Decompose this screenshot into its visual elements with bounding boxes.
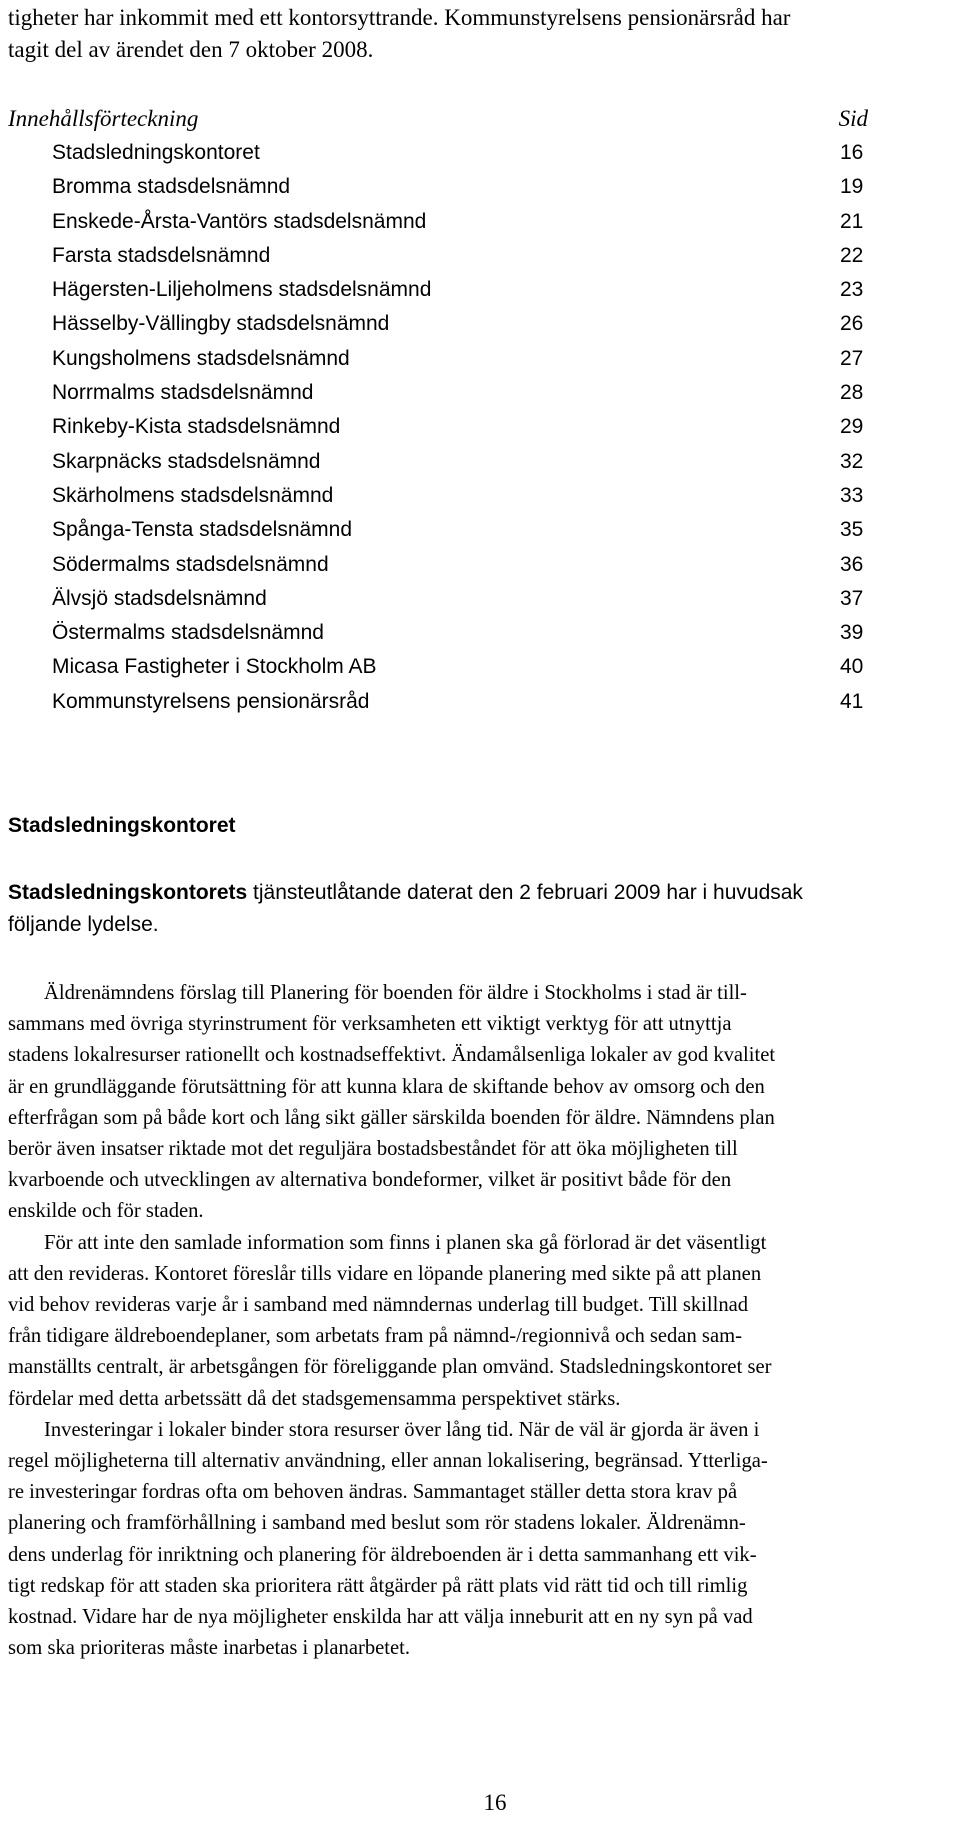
intro-line: tagit del av ärendet den 7 oktober 2008. — [8, 37, 374, 62]
body-line: re investeringar fordras ofta om behoven ändras. Sammantaget ställer detta stora krav på — [8, 1481, 738, 1504]
toc-entry — [8, 410, 868, 444]
toc-entry-label: Skarpnäcks stadsdelsnämnd — [52, 449, 321, 473]
body-line: fördelar med detta arbetssätt då det stadsgemensamma perspektivet stärks. — [8, 1387, 621, 1410]
toc-header — [8, 102, 868, 136]
toc-entry-page: 32 — [840, 449, 864, 473]
toc-entry-page: 27 — [840, 346, 864, 370]
toc-entry — [8, 239, 868, 273]
body-line: vid behov revideras varje år i samband med nämndernas underlag till budget. Till skillnad — [8, 1294, 749, 1317]
toc-entry — [8, 307, 868, 341]
toc-entry-page: 41 — [840, 689, 864, 713]
toc-title: Innehållsförteckning — [8, 106, 199, 131]
toc-entry-page: 39 — [840, 621, 864, 645]
toc-entry — [8, 170, 868, 204]
body-line: som ska prioriteras måste inarbetas i planarbetet. — [8, 1637, 411, 1660]
toc-entry — [8, 685, 868, 719]
section-heading: Stadsledningskontoret — [8, 814, 236, 837]
body-line: För att inte den samlade information som finns i planen ska gå förlorad är det väsentligt — [44, 1231, 767, 1254]
body-text — [8, 978, 953, 1664]
toc-entry-label: Norrmalms stadsdelsnämnd — [52, 381, 314, 405]
toc-entry-page: 23 — [840, 278, 864, 302]
toc-entry-page: 28 — [840, 381, 864, 405]
toc-entry-label: Hässelby-Vällingby stadsdelsnämnd — [52, 312, 390, 336]
body-line: Investeringar i lokaler binder stora resurser över lång tid. När de väl är gjorda är även i — [44, 1418, 760, 1441]
toc-entry — [8, 445, 868, 479]
body-line: stadens lokalresurser rationellt och kostnadseffektivt. Ändamålsenliga lokaler av god kvalitet — [8, 1044, 776, 1067]
lead-text-continued: följande lydelse. — [8, 913, 159, 936]
toc-entry — [8, 136, 868, 170]
body-line: är en grundläggande förutsättning för att kunna klara de skiftande behov av omsorg och den — [8, 1075, 765, 1098]
toc-entry-label: Hägersten-Liljeholmens stadsdelsnämnd — [52, 278, 432, 302]
toc-entry-label: Kommunstyrelsens pensionärsråd — [52, 689, 370, 713]
toc-entry — [8, 513, 868, 547]
toc-entry-label: Stadsledningskontoret — [52, 141, 260, 164]
toc-entry-label: Bromma stadsdelsnämnd — [52, 175, 291, 199]
toc-entry-label: Rinkeby-Kista stadsdelsnämnd — [52, 415, 341, 439]
body-line: från tidigare äldreboendeplaner, som arbetats fram på nämnd-/regionnivå och sedan sam- — [8, 1325, 742, 1348]
table-of-contents — [8, 102, 868, 719]
toc-entry-page: 19 — [840, 175, 864, 199]
body-line: att den revideras. Kontoret föreslår tills vidare en löpande planering med sikte på att planen — [8, 1262, 762, 1285]
toc-entry-label: Micasa Fastigheter i Stockholm AB — [52, 655, 377, 679]
body-line: regel möjligheterna till alternativ användning, eller annan lokalisering, begränsad. Ytterliga- — [8, 1450, 768, 1473]
toc-entry — [8, 205, 868, 239]
toc-entry-page: 26 — [840, 312, 864, 336]
toc-list — [8, 136, 868, 719]
body-line: tigt redskap för att staden ska prioritera rätt åtgärder på rätt plats vid rätt tid och till rimlig — [8, 1574, 748, 1597]
toc-entry — [8, 273, 868, 307]
body-line: dens underlag för inriktning och planering för äldreboenden är i detta sammanhang ett vik- — [8, 1543, 757, 1566]
body-line: kostnad. Vidare har de nya möjligheter enskilda har att välja inneburit att en ny syn på vad — [8, 1606, 753, 1629]
lead-paragraph — [8, 876, 948, 941]
body-line: kvarboende och utvecklingen av alternativa bondeformer, vilket är positivt både för den — [8, 1169, 732, 1192]
body-line: sammans med övriga styrinstrument för verksamheten ett viktigt verktyg för att utnyttja — [8, 1013, 732, 1036]
toc-entry — [8, 548, 868, 582]
toc-entry-page: 16 — [840, 141, 864, 164]
toc-entry — [8, 479, 868, 513]
body-line: efterfrågan som på både kort och lång sikt gäller särskilda boenden för äldre. Nämndens plan — [8, 1106, 775, 1129]
body-line: berör även insatser riktade mot det reguljära bostadsbeståndet för att öka möjligheten till — [8, 1138, 738, 1161]
body-line: planering och framförhållning i samband med beslut som rör stadens lokaler. Äldrenämn- — [8, 1512, 746, 1535]
toc-entry-page: 22 — [840, 243, 864, 267]
toc-entry-page: 35 — [840, 518, 864, 542]
toc-entry — [8, 342, 868, 376]
toc-entry-page: 37 — [840, 586, 864, 610]
toc-entry-label: Älvsjö stadsdelsnämnd — [52, 586, 267, 610]
toc-entry-page: 29 — [840, 415, 864, 439]
toc-entry-label: Kungsholmens stadsdelsnämnd — [52, 346, 350, 370]
toc-entry-label: Farsta stadsdelsnämnd — [52, 243, 271, 267]
toc-entry — [8, 650, 868, 684]
intro-line: tigheter har inkommit med ett kontorsyttrande. Kommunstyrelsens pensionärsråd har — [8, 5, 791, 30]
toc-entry-page: 40 — [840, 655, 864, 679]
toc-entry-page: 36 — [840, 552, 864, 576]
toc-page-label: Sid — [838, 106, 868, 131]
page-number: 16 — [483, 1790, 507, 1815]
toc-entry — [8, 616, 868, 650]
body-line: enskilde och för staden. — [8, 1200, 204, 1223]
toc-entry-label: Skärholmens stadsdelsnämnd — [52, 483, 334, 507]
toc-entry-page: 33 — [840, 483, 864, 507]
toc-entry-label: Östermalms stadsdelsnämnd — [52, 621, 324, 645]
body-line: manställts centralt, är arbetsgången för föreliggande plan omvänd. Stadsledningskontoret ser — [8, 1356, 772, 1379]
toc-entry-page: 21 — [840, 209, 864, 233]
intro-paragraph — [8, 2, 948, 66]
toc-entry — [8, 376, 868, 410]
toc-entry-label: Södermalms stadsdelsnämnd — [52, 552, 329, 576]
body-line: Äldrenämndens förslag till Planering för boenden för äldre i Stockholms i stad är till- — [44, 982, 747, 1004]
lead-bold-text: Stadsledningskontorets — [8, 881, 248, 904]
lead-text: tjänsteutlåtande daterat den 2 februari 2009 har i huvudsak — [247, 881, 803, 904]
toc-entry-label: Spånga-Tensta stadsdelsnämnd — [52, 518, 353, 542]
toc-entry — [8, 582, 868, 616]
toc-entry-label: Enskede-Årsta-Vantörs stadsdelsnämnd — [52, 209, 427, 233]
